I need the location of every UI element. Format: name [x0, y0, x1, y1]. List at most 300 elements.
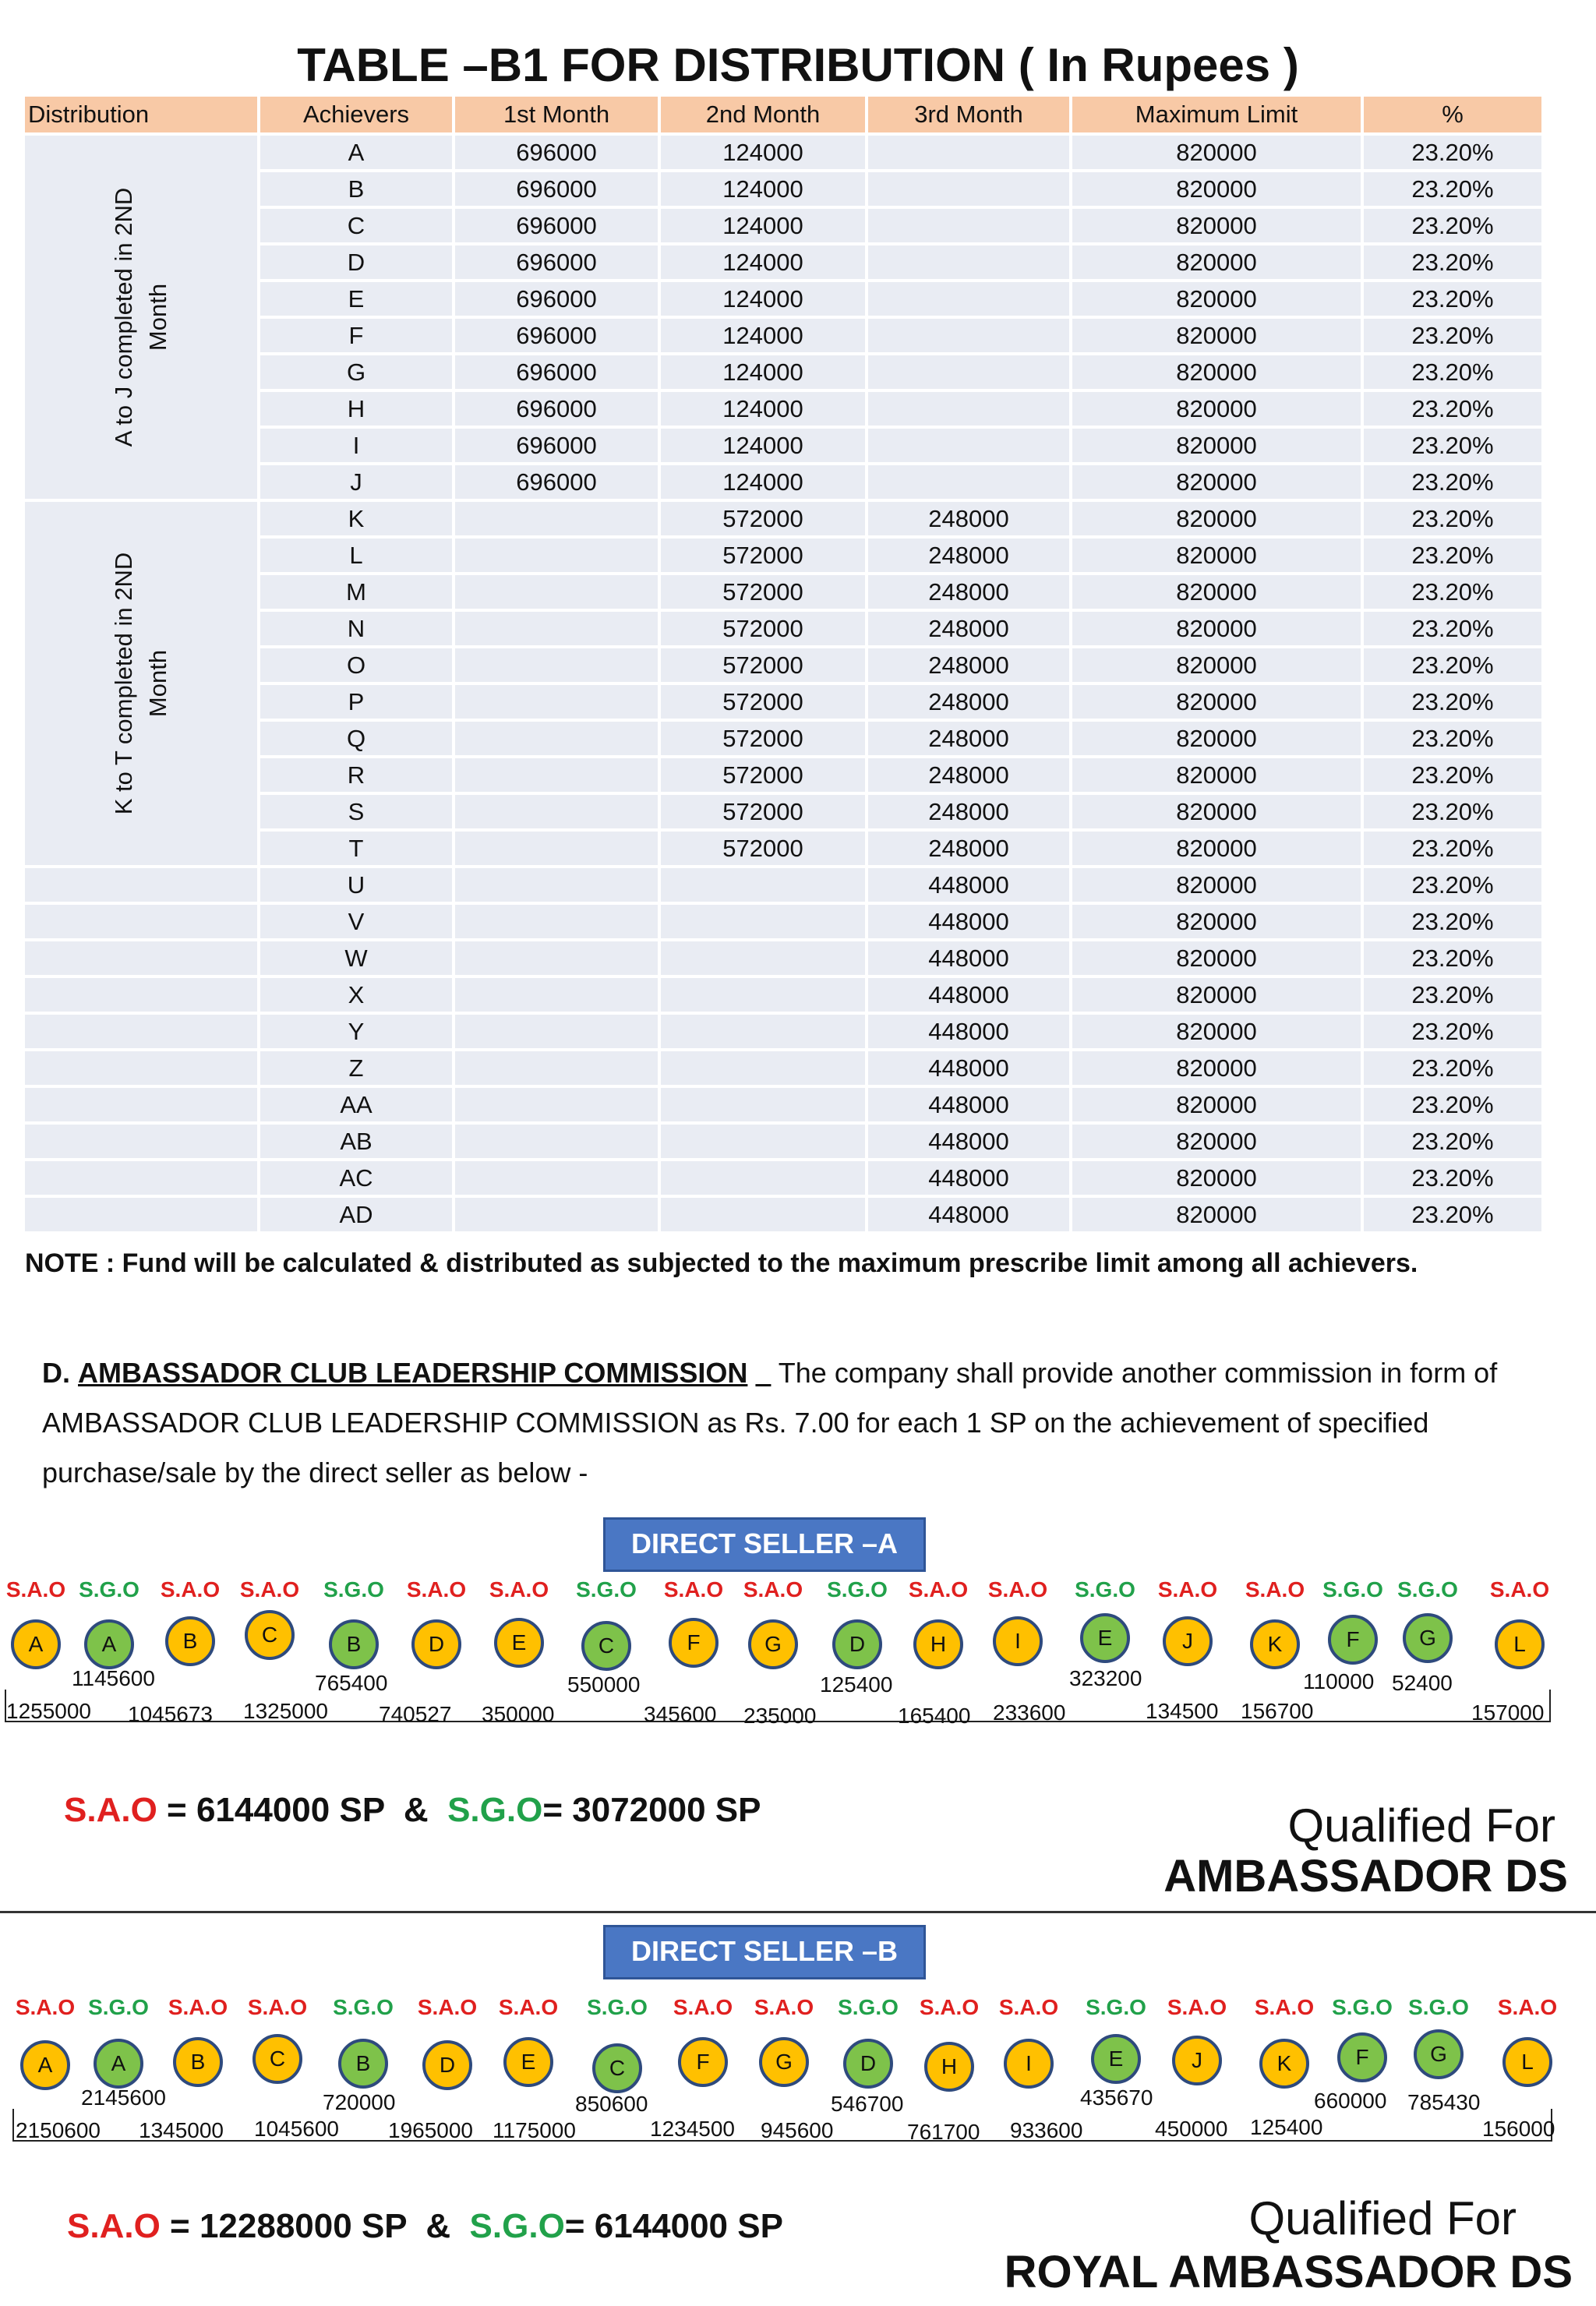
table-row [25, 1048, 1545, 1085]
sgo-label: S.G.O [1408, 1995, 1469, 2019]
cell-second-month: 124000 [661, 352, 868, 389]
cell-percent: 23.20% [1364, 1195, 1545, 1231]
section-d-text-1: The company shall provide another commission in form of [778, 1357, 1498, 1389]
section-d-text-3: purchase/sale by the direct seller as below - [42, 1457, 588, 1488]
cell-second-month [661, 865, 868, 902]
sgo-volume-value: 546700 [831, 2092, 904, 2116]
sao-label: S.A.O [987, 1577, 1048, 1601]
seller-a-totals: S.A.O = 6144000 SP & S.G.O= 3072000 SP [64, 1791, 761, 1829]
cell-achiever: X [260, 975, 455, 1012]
sgo-volume-value: 323200 [1069, 1666, 1142, 1690]
sgo-label: S.G.O [88, 1995, 149, 2019]
cell-third-month: 248000 [868, 499, 1072, 535]
cell-achiever: Q [260, 719, 455, 755]
table-header-row [25, 97, 1545, 132]
sgo-node-circle: E [1080, 1613, 1130, 1663]
cell-third-month [868, 132, 1072, 169]
cell-first-month: 696000 [455, 242, 661, 279]
table-row [25, 1085, 1545, 1121]
cell-achiever: G [260, 352, 455, 389]
cell-percent: 23.20% [1364, 682, 1545, 719]
cell-first-month [455, 1048, 661, 1085]
cell-second-month: 572000 [661, 719, 868, 755]
cell-achiever: K [260, 499, 455, 535]
section-d-prefix: D. [42, 1357, 70, 1389]
sgo-node-circle: E [1091, 2034, 1141, 2084]
cell-second-month [661, 1012, 868, 1048]
cell-percent: 23.20% [1364, 1121, 1545, 1158]
cell-percent: 23.20% [1364, 206, 1545, 242]
cell-third-month [868, 352, 1072, 389]
cell-achiever: AC [260, 1158, 455, 1195]
sao-node-circle: B [173, 2037, 223, 2087]
cell-second-month: 572000 [661, 755, 868, 792]
sao-label: S.A.O [417, 1995, 478, 2019]
sao-label: S.A.O [754, 1995, 814, 2019]
cell-max-limit: 820000 [1072, 132, 1364, 169]
group-label [107, 553, 175, 815]
cell-max-limit: 820000 [1072, 975, 1364, 1012]
cell-third-month [868, 462, 1072, 499]
cell-max-limit: 820000 [1072, 499, 1364, 535]
sao-volume-value: 134500 [1146, 1699, 1219, 1723]
cell-max-limit: 820000 [1072, 792, 1364, 828]
table-note: NOTE : Fund will be calculated & distributed as subjected to the maximum prescribe limit among all achievers. [25, 1248, 1418, 1278]
cell-percent: 23.20% [1364, 975, 1545, 1012]
sao-volume-value: 740527 [379, 1702, 452, 1726]
cell-second-month: 124000 [661, 389, 868, 426]
sgo-volume-value: 550000 [567, 1672, 641, 1697]
cell-third-month: 448000 [868, 975, 1072, 1012]
cell-third-month: 248000 [868, 535, 1072, 572]
sao-label: S.A.O [1254, 1995, 1315, 2019]
sgo-label: S.G.O [587, 1995, 648, 2019]
seller-a-qualified-label: Qualified For [1287, 1799, 1555, 1852]
cell-first-month [455, 975, 661, 1012]
sao-node-circle: L [1495, 1619, 1545, 1669]
sao-volume-value: 450000 [1155, 2117, 1228, 2141]
sao-volume-value: 761700 [907, 2120, 980, 2144]
cell-third-month [868, 169, 1072, 206]
col-header-achievers: Achievers [260, 97, 455, 132]
sao-label: S.A.O [1245, 1577, 1305, 1601]
sao-volume-value: 156700 [1241, 1699, 1314, 1723]
cell-max-limit: 820000 [1072, 279, 1364, 316]
sgo-label: S.G.O [323, 1577, 384, 1601]
sao-label: S.A.O [406, 1577, 467, 1601]
distribution-cell-empty [25, 1121, 260, 1158]
sao-node-circle: B [165, 1616, 215, 1666]
sao-volume-value: 125400 [1250, 2115, 1323, 2139]
sao-label: S.A.O [1157, 1577, 1218, 1601]
cell-second-month: 572000 [661, 828, 868, 865]
sao-volume-value: 345600 [644, 1702, 717, 1726]
cell-achiever: Y [260, 1012, 455, 1048]
distribution-cell-empty [25, 1195, 260, 1231]
distribution-cell-empty [25, 865, 260, 902]
sao-node-circle: F [678, 2037, 728, 2087]
cell-max-limit: 820000 [1072, 682, 1364, 719]
cell-second-month [661, 1195, 868, 1231]
distribution-cell-empty [25, 938, 260, 975]
sgo-node-circle: D [843, 2039, 893, 2089]
cell-achiever: P [260, 682, 455, 719]
cell-third-month: 448000 [868, 1048, 1072, 1085]
sgo-node-circle: A [84, 1619, 134, 1669]
cell-max-limit: 820000 [1072, 426, 1364, 462]
cell-first-month: 696000 [455, 279, 661, 316]
sgo-volume-value: 850600 [575, 2092, 648, 2116]
cell-second-month: 124000 [661, 426, 868, 462]
cell-percent: 23.20% [1364, 426, 1545, 462]
sgo-label: S.G.O [79, 1577, 139, 1601]
cell-max-limit: 820000 [1072, 1121, 1364, 1158]
cell-max-limit: 820000 [1072, 828, 1364, 865]
sgo-node-circle: C [592, 2043, 642, 2093]
table-row [25, 902, 1545, 938]
sao-label: S.A.O [743, 1577, 803, 1601]
sgo-label: S.G.O [1086, 1995, 1146, 2019]
cell-third-month: 448000 [868, 865, 1072, 902]
cell-achiever: R [260, 755, 455, 792]
sao-volume-value: 1045673 [128, 1702, 214, 1726]
cell-achiever: AD [260, 1195, 455, 1231]
cell-percent: 23.20% [1364, 1085, 1545, 1121]
cell-achiever: E [260, 279, 455, 316]
cell-third-month: 448000 [868, 1085, 1072, 1121]
cell-third-month [868, 279, 1072, 316]
cell-percent: 23.20% [1364, 828, 1545, 865]
sao-node-circle: E [503, 2037, 553, 2087]
group-label-line-2: Month [144, 649, 171, 718]
cell-max-limit: 820000 [1072, 169, 1364, 206]
cell-second-month: 572000 [661, 609, 868, 645]
sgo-volume-value: 660000 [1314, 2089, 1387, 2113]
cell-first-month [455, 1121, 661, 1158]
sao-volume-value: 157000 [1471, 1700, 1545, 1725]
cell-percent: 23.20% [1364, 279, 1545, 316]
cell-max-limit: 820000 [1072, 1048, 1364, 1085]
sao-volume-value: 1234500 [650, 2117, 736, 2141]
cell-percent: 23.20% [1364, 865, 1545, 902]
cell-achiever: D [260, 242, 455, 279]
sao-node-circle: K [1250, 1619, 1300, 1669]
sgo-volume-value: 1145600 [72, 1666, 155, 1690]
cell-achiever: H [260, 389, 455, 426]
cell-second-month [661, 1048, 868, 1085]
sao-label: S.A.O [908, 1577, 969, 1601]
sao-node-circle: J [1163, 1616, 1213, 1666]
distribution-table [25, 97, 1545, 1231]
cell-third-month [868, 389, 1072, 426]
seller-b-qualified-label: Qualified For [1248, 2192, 1517, 2244]
cell-percent: 23.20% [1364, 132, 1545, 169]
sao-volume-value: 1325000 [243, 1699, 329, 1723]
sgo-volume-value: 720000 [323, 2090, 396, 2114]
cell-second-month [661, 902, 868, 938]
sgo-node-circle: C [581, 1621, 631, 1671]
cell-second-month: 572000 [661, 645, 868, 682]
cell-achiever: Z [260, 1048, 455, 1085]
cell-max-limit: 820000 [1072, 1012, 1364, 1048]
sao-volume-value: 1255000 [6, 1699, 92, 1723]
sao-volume-value: 165400 [898, 1704, 971, 1728]
cell-first-month [455, 609, 661, 645]
sao-node-circle: A [11, 1619, 61, 1669]
cell-third-month [868, 426, 1072, 462]
cell-max-limit: 820000 [1072, 242, 1364, 279]
table-row [25, 865, 1545, 902]
sgo-label: S.G.O [576, 1577, 637, 1601]
cell-achiever: AB [260, 1121, 455, 1158]
sao-volume-value: 235000 [743, 1704, 817, 1728]
cell-first-month [455, 1085, 661, 1121]
sao-node-circle: G [748, 1619, 798, 1669]
cell-third-month: 448000 [868, 902, 1072, 938]
cell-percent: 23.20% [1364, 242, 1545, 279]
cell-max-limit: 820000 [1072, 462, 1364, 499]
sao-label: S.A.O [239, 1577, 300, 1601]
cell-first-month [455, 499, 661, 535]
cell-second-month: 124000 [661, 279, 868, 316]
sgo-node-circle: B [338, 2039, 388, 2089]
sao-label: S.A.O [919, 1995, 980, 2019]
cell-first-month: 696000 [455, 132, 661, 169]
distribution-cell-empty [25, 1085, 260, 1121]
cell-second-month [661, 938, 868, 975]
cell-max-limit: 820000 [1072, 609, 1364, 645]
sgo-volume-value: 125400 [820, 1672, 893, 1697]
seller-b-qualified-rank: ROYAL AMBASSADOR DS [1004, 2247, 1573, 2297]
cell-first-month [455, 1158, 661, 1195]
cell-first-month [455, 865, 661, 902]
cell-first-month [455, 1012, 661, 1048]
cell-percent: 23.20% [1364, 792, 1545, 828]
sao-label: S.A.O [247, 1995, 308, 2019]
cell-achiever: T [260, 828, 455, 865]
cell-second-month: 572000 [661, 499, 868, 535]
table-row [25, 499, 1545, 535]
col-header-maximum-limit: Maximum Limit [1072, 97, 1364, 132]
cell-second-month: 124000 [661, 169, 868, 206]
col-header-distribution: Distribution [25, 97, 260, 132]
cell-max-limit: 820000 [1072, 535, 1364, 572]
sgo-node-circle: F [1337, 2032, 1387, 2082]
cell-first-month: 696000 [455, 389, 661, 426]
sao-label: S.A.O [1167, 1995, 1227, 2019]
group-label-line-2: Month [144, 283, 171, 351]
cell-max-limit: 820000 [1072, 1085, 1364, 1121]
sao-node-circle: D [411, 1619, 461, 1669]
seller-a-qualified-rank: AMBASSADOR DS [1163, 1851, 1568, 1902]
col-header-3rd-month: 3rd Month [868, 97, 1072, 132]
cell-first-month [455, 645, 661, 682]
sgo-volume-value: 785430 [1407, 2090, 1481, 2114]
sao-node-circle: E [494, 1618, 544, 1668]
sao-label: S.A.O [5, 1577, 66, 1601]
cell-achiever: S [260, 792, 455, 828]
cell-percent: 23.20% [1364, 535, 1545, 572]
sao-label: S.A.O [998, 1995, 1059, 2019]
sao-label: S.A.O [498, 1995, 559, 2019]
col-header-2nd-month: 2nd Month [661, 97, 868, 132]
group-cell-a-to-j [25, 132, 260, 499]
cell-second-month [661, 1158, 868, 1195]
sao-node-circle: H [913, 1619, 963, 1669]
table-row [25, 975, 1545, 1012]
sao-node-circle: F [669, 1618, 719, 1668]
sgo-node-circle: G [1414, 2029, 1464, 2079]
cell-third-month: 248000 [868, 682, 1072, 719]
cell-third-month [868, 206, 1072, 242]
sgo-node-circle: F [1328, 1615, 1378, 1665]
direct-seller-a-title: DIRECT SELLER –A [603, 1517, 926, 1572]
cell-percent: 23.20% [1364, 389, 1545, 426]
cell-percent: 23.20% [1364, 719, 1545, 755]
cell-first-month [455, 535, 661, 572]
group-label-line-1: A to J completed in 2ND [110, 187, 137, 447]
group-label [107, 188, 175, 447]
sao-volume-value: 1345000 [139, 2118, 224, 2142]
cell-max-limit: 820000 [1072, 572, 1364, 609]
section-divider [0, 1911, 1596, 1913]
cell-max-limit: 820000 [1072, 352, 1364, 389]
sao-volume-value: 1175000 [493, 2118, 576, 2142]
cell-third-month: 248000 [868, 792, 1072, 828]
cell-third-month: 248000 [868, 828, 1072, 865]
page-title: TABLE –B1 FOR DISTRIBUTION ( In Rupees ) [297, 39, 1299, 91]
cell-second-month: 124000 [661, 462, 868, 499]
cell-third-month: 248000 [868, 755, 1072, 792]
cell-third-month: 248000 [868, 645, 1072, 682]
distribution-cell-empty [25, 902, 260, 938]
cell-second-month: 572000 [661, 535, 868, 572]
cell-third-month [868, 316, 1072, 352]
cell-second-month: 572000 [661, 572, 868, 609]
group-label-line-1: K to T completed in 2ND [110, 552, 137, 815]
cell-percent: 23.20% [1364, 462, 1545, 499]
seller-b-totals: S.A.O = 12288000 SP & S.G.O= 6144000 SP [67, 2207, 783, 2245]
sao-label: S.A.O [673, 1995, 733, 2019]
sao-node-circle: C [245, 1610, 295, 1660]
sgo-label: S.G.O [1322, 1577, 1383, 1601]
sao-volume-value: 350000 [482, 1702, 555, 1726]
cell-achiever: V [260, 902, 455, 938]
sao-volume-value: 1965000 [388, 2118, 474, 2142]
cell-max-limit: 820000 [1072, 389, 1364, 426]
sgo-label: S.G.O [333, 1995, 394, 2019]
section-d-text-2: AMBASSADOR CLUB LEADERSHIP COMMISSION as Rs. 7.00 for each 1 SP on the achievement of specified [42, 1407, 1429, 1439]
cell-max-limit: 820000 [1072, 1158, 1364, 1195]
cell-second-month: 124000 [661, 316, 868, 352]
cell-max-limit: 820000 [1072, 938, 1364, 975]
cell-max-limit: 820000 [1072, 755, 1364, 792]
cell-achiever: J [260, 462, 455, 499]
cell-second-month [661, 975, 868, 1012]
cell-percent: 23.20% [1364, 499, 1545, 535]
cell-percent: 23.20% [1364, 316, 1545, 352]
cell-percent: 23.20% [1364, 169, 1545, 206]
sgo-label: S.G.O [1397, 1577, 1458, 1601]
sao-label: S.A.O [1497, 1995, 1558, 2019]
sao-node-circle: J [1172, 2036, 1222, 2085]
cell-achiever: AA [260, 1085, 455, 1121]
table-row [25, 132, 1545, 169]
cell-achiever: W [260, 938, 455, 975]
sgo-label: S.G.O [1075, 1577, 1135, 1601]
cell-percent: 23.20% [1364, 1158, 1545, 1195]
cell-first-month [455, 682, 661, 719]
sao-node-circle: H [924, 2042, 974, 2092]
sgo-node-circle: G [1403, 1613, 1453, 1663]
sao-node-circle: L [1502, 2037, 1552, 2087]
sao-node-circle: I [1004, 2039, 1054, 2089]
cell-third-month: 248000 [868, 609, 1072, 645]
cell-first-month [455, 828, 661, 865]
direct-seller-b-title: DIRECT SELLER –B [603, 1925, 926, 1979]
cell-second-month: 124000 [661, 242, 868, 279]
cell-second-month [661, 1085, 868, 1121]
cell-second-month: 572000 [661, 682, 868, 719]
cell-first-month [455, 719, 661, 755]
cell-max-limit: 820000 [1072, 645, 1364, 682]
cell-third-month: 448000 [868, 1158, 1072, 1195]
cell-percent: 23.20% [1364, 1048, 1545, 1085]
distribution-cell-empty [25, 1158, 260, 1195]
sao-node-circle: A [20, 2040, 70, 2090]
cell-first-month: 696000 [455, 206, 661, 242]
cell-max-limit: 820000 [1072, 902, 1364, 938]
cell-first-month [455, 902, 661, 938]
cell-first-month: 696000 [455, 352, 661, 389]
cell-third-month [868, 242, 1072, 279]
cell-max-limit: 820000 [1072, 865, 1364, 902]
cell-max-limit: 820000 [1072, 316, 1364, 352]
cell-third-month: 248000 [868, 572, 1072, 609]
sao-label: S.A.O [1489, 1577, 1550, 1601]
cell-second-month: 124000 [661, 132, 868, 169]
sao-volume-value: 2150600 [16, 2118, 101, 2142]
cell-second-month [661, 1121, 868, 1158]
cell-first-month [455, 755, 661, 792]
cell-percent: 23.20% [1364, 902, 1545, 938]
cell-third-month: 248000 [868, 719, 1072, 755]
sao-volume-value: 933600 [1010, 2118, 1083, 2142]
sao-node-circle: K [1259, 2039, 1309, 2089]
cell-max-limit: 820000 [1072, 1195, 1364, 1231]
cell-third-month: 448000 [868, 1195, 1072, 1231]
cell-second-month: 124000 [661, 206, 868, 242]
cell-percent: 23.20% [1364, 645, 1545, 682]
cell-first-month: 696000 [455, 462, 661, 499]
cell-third-month: 448000 [868, 1121, 1072, 1158]
distribution-cell-empty [25, 975, 260, 1012]
cell-achiever: N [260, 609, 455, 645]
sgo-volume-value: 2145600 [81, 2085, 167, 2110]
cell-percent: 23.20% [1364, 938, 1545, 975]
table-row [25, 1195, 1545, 1231]
sgo-label: S.G.O [827, 1577, 888, 1601]
sgo-volume-value: 435670 [1080, 2085, 1153, 2110]
col-header-percent: % [1364, 97, 1545, 132]
cell-first-month: 696000 [455, 169, 661, 206]
sgo-volume-value: 110000 [1303, 1669, 1375, 1693]
sao-node-circle: C [252, 2034, 302, 2084]
cell-achiever: M [260, 572, 455, 609]
cell-achiever: A [260, 132, 455, 169]
sgo-volume-value: 52400 [1392, 1671, 1453, 1695]
sgo-label: S.G.O [838, 1995, 899, 2019]
